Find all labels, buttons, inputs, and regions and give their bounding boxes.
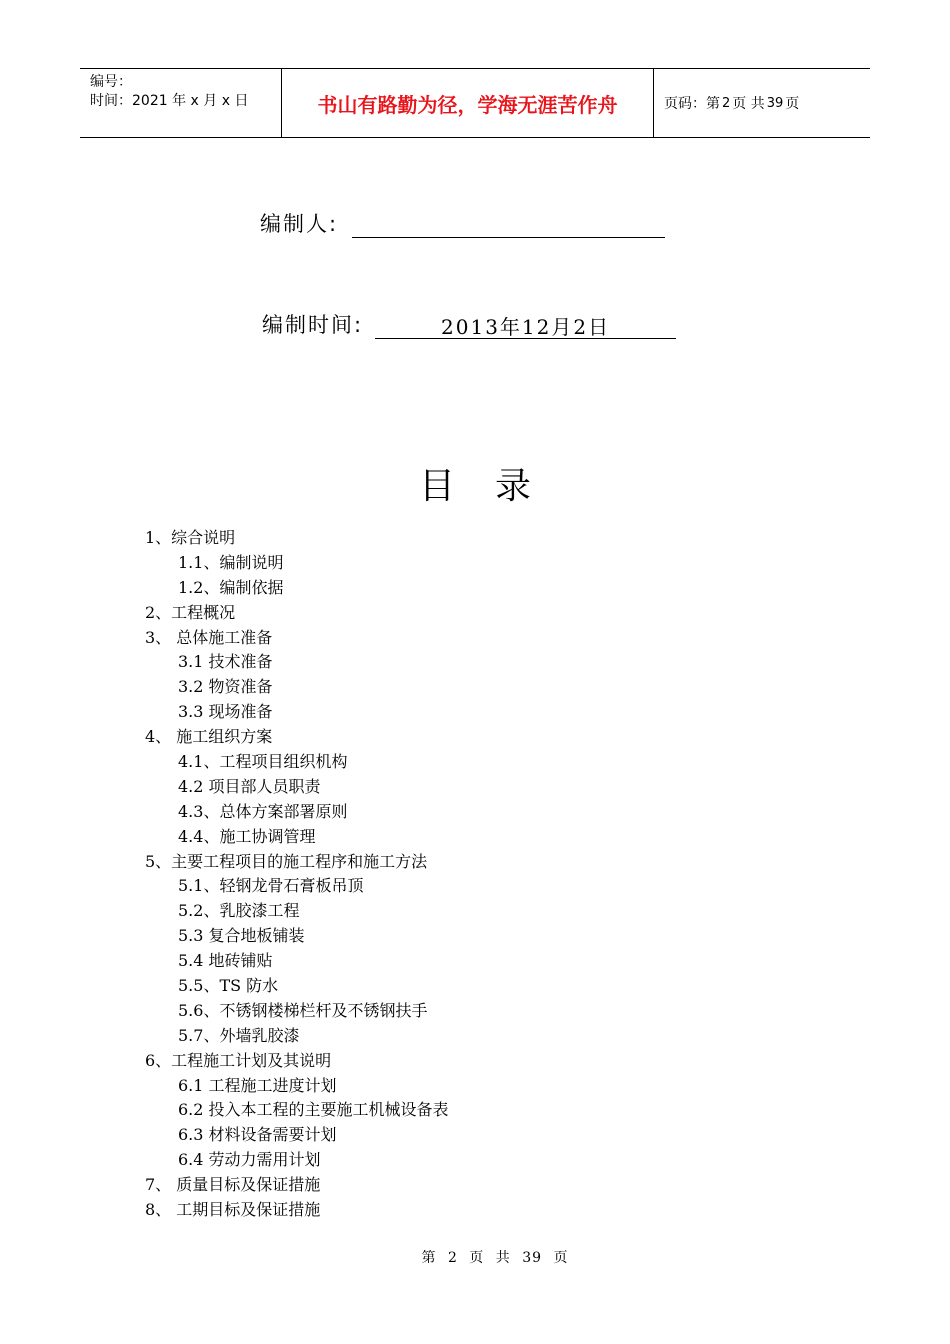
toc-item: 4.4、施工协调管理 (178, 826, 316, 846)
date-line (375, 314, 676, 339)
toc-title: 目录 (418, 466, 571, 507)
page-current: 2 (722, 95, 731, 111)
toc-item: 7、 质量目标及保证措施 (145, 1175, 321, 1195)
toc-item: 4、 施工组织方案 (145, 727, 273, 747)
toc-item: 5.3 复合地板铺装 (178, 926, 305, 946)
date-label: 编制时间: (262, 313, 364, 337)
toc-item: 4.3、总体方案部署原则 (178, 801, 348, 821)
author-line (352, 213, 665, 238)
header-page-number (654, 69, 870, 137)
toc-item: 6.1 工程施工进度计划 (178, 1075, 337, 1095)
toc-list (0, 527, 449, 1224)
toc-item: 5.7、外墙乳胶漆 (178, 1025, 300, 1045)
date-field (262, 309, 676, 339)
header-meta (80, 69, 282, 137)
time-label: 时间：2021 年 x 月 x 日 (90, 93, 249, 109)
toc-item: 5.6、不锈钢楼梯栏杆及不锈钢扶手 (178, 1000, 428, 1020)
toc-item: 1.1、编制说明 (178, 552, 284, 572)
page-total: 39 (766, 95, 784, 111)
page-footer: 第 2 页 共 39 页 (421, 1250, 569, 1266)
toc-item: 6.3 材料设备需要计划 (178, 1125, 337, 1145)
toc-item: 3.2 物资准备 (178, 677, 273, 697)
toc-item: 5、主要工程项目的施工程序和施工方法 (145, 851, 428, 871)
toc-item: 6.2 投入本工程的主要施工机械设备表 (178, 1100, 449, 1120)
page-header (80, 68, 870, 138)
toc-item: 3.1 技术准备 (178, 652, 273, 672)
serial-label: 编号： (90, 74, 132, 90)
page-suffix: 页 (785, 96, 800, 112)
toc-item: 5.5、TS 防水 (178, 976, 279, 996)
toc-item: 4.1、工程项目组织机构 (178, 752, 348, 772)
toc-item: 6、工程施工计划及其说明 (145, 1050, 332, 1070)
page-mid: 页 共 (732, 96, 765, 112)
author-label: 编制人: (260, 212, 339, 236)
toc-item: 1.2、编制依据 (178, 577, 284, 597)
date-value: 2013年12月2日 (441, 315, 611, 339)
toc-item: 5.1、轻钢龙骨石膏板吊顶 (178, 876, 364, 896)
toc-item: 3、 总体施工准备 (145, 627, 273, 647)
author-field (260, 208, 665, 238)
toc-item: 5.4 地砖铺贴 (178, 951, 273, 971)
toc-item: 1、综合说明 (145, 528, 236, 547)
header-motto: 书山有路勤为径，学海无涯苦作舟 (282, 69, 654, 137)
toc-item: 2、工程概况 (145, 602, 236, 622)
toc-item: 3.3 现场准备 (178, 702, 273, 722)
toc-item: 5.2、乳胶漆工程 (178, 901, 300, 921)
toc-item: 4.2 项目部人员职责 (178, 776, 321, 796)
page-prefix: 页码：第 (664, 96, 720, 112)
toc-item: 8、 工期目标及保证措施 (145, 1200, 321, 1220)
toc-item: 6.4 劳动力需用计划 (178, 1150, 321, 1170)
